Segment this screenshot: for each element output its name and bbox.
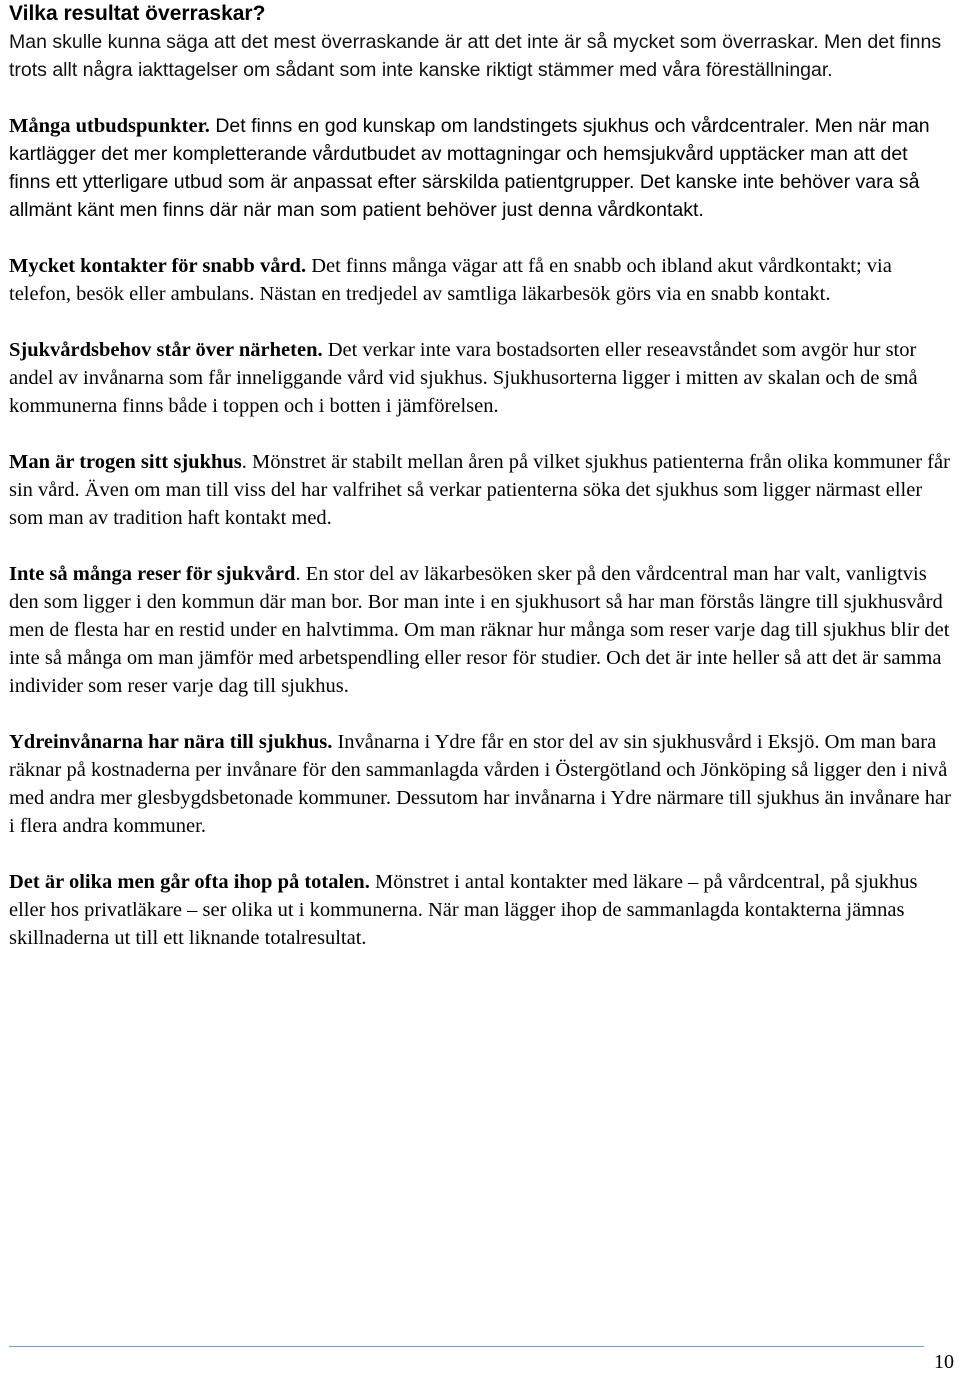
intro-paragraph: Man skulle kunna säga att det mest överraskande är att det inte är så mycket som överraskar. Men det finns trots allt några iakttagelser om sådant som inte kanske riktigt stämmer med våra föreställningar. <box>9 31 942 81</box>
paragraph-body: Det verkar inte vara bostadsorten eller reseavståndet som avgör hur stor andel av invånarna som får inneliggande vård vid sjukhus. Sjukhusorterna ligger i mitten av skalan och de små kommunerna finns både i toppen och i botten i jämförelsen. <box>9 339 918 417</box>
page-number: 10 <box>934 1351 954 1373</box>
paragraph-sjukvardsbehov <box>9 336 954 420</box>
paragraph-gap <box>9 84 954 112</box>
paragraph-gap <box>9 308 954 336</box>
paragraph-gap <box>9 420 954 448</box>
paragraph-body: Det finns en god kunskap om landstingets sjukhus och vårdcentraler. Men när man kartlägger det mer kompletterande vårdutbudet av mottagningar och hemsjukvård upptäcker man att det finns ett ytterligare utbud som är anpassat efter särskilda patientgrupper. Det kanske inte behöver vara så allmänt känt men finns där när man som patient behöver just denna vårdkontakt. <box>9 115 930 221</box>
paragraph-body: . En stor del av läkarbesöken sker på den vårdcentral man har valt, vanligtvis den som ligger i den kommun där man bor. Bor man inte i en sjukhusort så har man förstås längre till sjukhusvård men de flesta har en restid under en halvtimma. Om man räknar hur många som reser varje dag till sjukhus blir det inte så många om man jämför med arbetspendling eller resor för studier. Och det är inte heller så att det är samma individer som reser varje dag till sjukhus. <box>9 563 950 697</box>
document-page <box>9 0 954 952</box>
paragraph-utbudspunkter <box>9 112 954 224</box>
paragraph-trogen-sjukhus <box>9 448 954 532</box>
paragraph-gap <box>9 700 954 728</box>
paragraph-body: Invånarna i Ydre får en stor del av sin sjukhusvård i Eksjö. Om man bara räknar på kostnaderna per invånare för den sammanlagda vården i Östergötland och Jönköping så ligger den i nivå med andra mer glesbygdsbetonade kommuner. Dessutom har invånarna i Ydre närmare till sjukhus än invånare har i flera andra kommuner. <box>9 731 951 837</box>
paragraph-lead: Det är olika men går ofta ihop på totalen. <box>9 871 370 893</box>
section-heading: Vilka resultat överraskar? <box>9 2 266 25</box>
paragraph-gap <box>9 532 954 560</box>
paragraph-ydre <box>9 728 954 840</box>
paragraph-gap <box>9 840 954 868</box>
paragraph-lead: Många utbudspunkter. <box>9 115 210 137</box>
paragraph-lead: Man är trogen sitt sjukhus <box>9 451 242 473</box>
footer-divider <box>9 1346 924 1347</box>
paragraph-snabb-vard <box>9 252 954 308</box>
paragraph-body: Det finns många vägar att få en snabb och ibland akut vårdkontakt; via telefon, besök eller ambulans. Nästan en tredjedel av samtliga läkarbesök görs via en snabb kontakt. <box>9 255 892 305</box>
paragraph-lead: Ydreinvånarna har nära till sjukhus. <box>9 731 333 753</box>
paragraph-lead: Inte så många reser för sjukvård <box>9 563 296 585</box>
paragraph-lead: Mycket kontakter för snabb vård. <box>9 255 307 277</box>
paragraph-gap <box>9 224 954 252</box>
paragraph-body: . Mönstret är stabilt mellan åren på vilket sjukhus patienterna från olika kommuner får sin vård. Även om man till viss del har valfrihet så verkar patienterna söka det sjukhus som ligger närmast eller som man av tradition haft kontakt med. <box>9 451 950 529</box>
paragraph-body: Mönstret i antal kontakter med läkare – på vårdcentral, på sjukhus eller hos privatläkare – ser olika ut i kommunerna. När man lägger ihop de sammanlagda kontakterna jämnas skillnaderna ut till ett liknande totalresultat. <box>9 871 918 949</box>
paragraph-totalen <box>9 868 954 952</box>
paragraph-lead: Sjukvårdsbehov står över närheten. <box>9 339 323 361</box>
paragraph-reser <box>9 560 954 700</box>
